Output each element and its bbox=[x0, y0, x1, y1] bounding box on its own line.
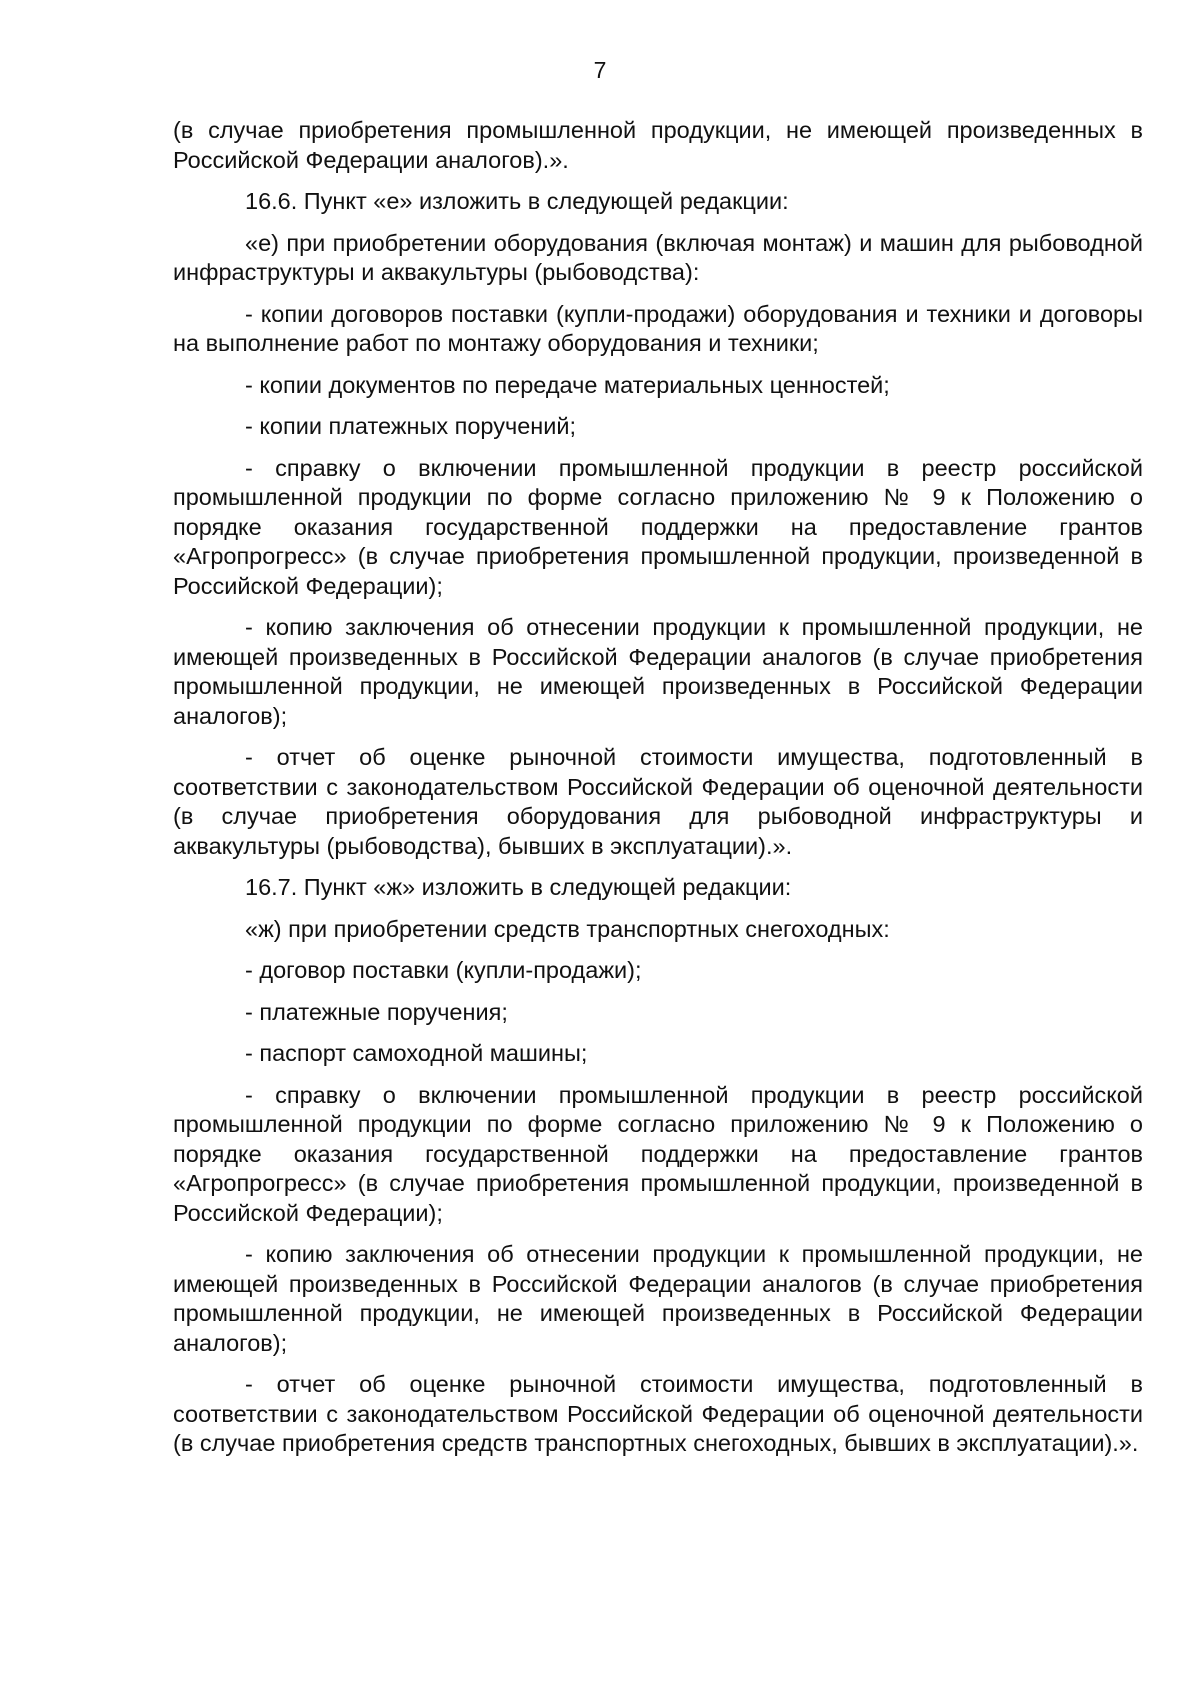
list-item: - паспорт самоходной машины; bbox=[245, 1040, 588, 1066]
list-item: - копии документов по передаче материальных ценностей; bbox=[245, 371, 890, 398]
list-item: - копию заключения об отнесении продукции к промышленной продукции, не имеющей произведенных в Российской Федерации аналогов (в случае приобретения промышленной продукции, не имеющей произведенных в Российской Федерации аналогов); bbox=[173, 1241, 1143, 1356]
document-body bbox=[173, 116, 1143, 1471]
list-item: - справку о включении промышленной продукции в реестр российской промышленной продукции по форме согласно приложению № 9 к Положению о порядке оказания государственной поддержки на предоставление грантов «Агропрогресс» (в случае приобретения промышленной продукции, произведенной в Российской Федерации); bbox=[173, 454, 1143, 599]
list-item: - договор поставки (купли-продажи); bbox=[245, 957, 642, 983]
list-item: - платежные поручения; bbox=[245, 998, 508, 1025]
list-item: - копии договоров поставки (купли-продажи) оборудования и техники и договоры на выполнение работ по монтажу оборудования и техники; bbox=[173, 300, 1143, 356]
list-item: - копию заключения об отнесении продукции к промышленной продукции, не имеющей произведенных в Российской Федерации аналогов (в случае приобретения промышленной продукции, не имеющей произведенных в Российской Федерации аналогов); bbox=[173, 614, 1143, 729]
section-heading-16-7: 16.7. Пункт «ж» изложить в следующей редакции: bbox=[245, 874, 792, 900]
list-item: - копии платежных поручений; bbox=[245, 413, 577, 439]
list-item: - отчет об оценке рыночной стоимости имущества, подготовленный в соответствии с законодательством Российской Федерации об оценочной деятельности (в случае приобретения средств транспортных снегоходных, бывших в эксплуатации).». bbox=[173, 1371, 1143, 1456]
page-number: 7 bbox=[593, 57, 607, 83]
list-item: - справку о включении промышленной продукции в реестр российской промышленной продукции по форме согласно приложению № 9 к Положению о порядке оказания государственной поддержки на предоставление грантов «Агропрогресс» (в случае приобретения промышленной продукции, произведенной в Российской Федерации); bbox=[173, 1081, 1143, 1226]
section-heading-16-6: 16.6. Пункт «е» изложить в следующей редакции: bbox=[245, 188, 789, 214]
paragraph: «е) при приобретении оборудования (включая монтаж) и машин для рыбоводной инфраструктуры и аквакультуры (рыбоводства): bbox=[173, 229, 1143, 285]
list-item: - отчет об оценке рыночной стоимости имущества, подготовленный в соответствии с законодательством Российской Федерации об оценочной деятельности (в случае приобретения оборудования для рыбоводной инфраструктуры и аквакультуры (рыбоводства), бывших в эксплуатации).». bbox=[173, 744, 1143, 859]
paragraph: «ж) при приобретении средств транспортных снегоходных: bbox=[245, 915, 890, 942]
paragraph: (в случае приобретения промышленной продукции, не имеющей произведенных в Российской Федерации аналогов).». bbox=[173, 117, 1143, 173]
